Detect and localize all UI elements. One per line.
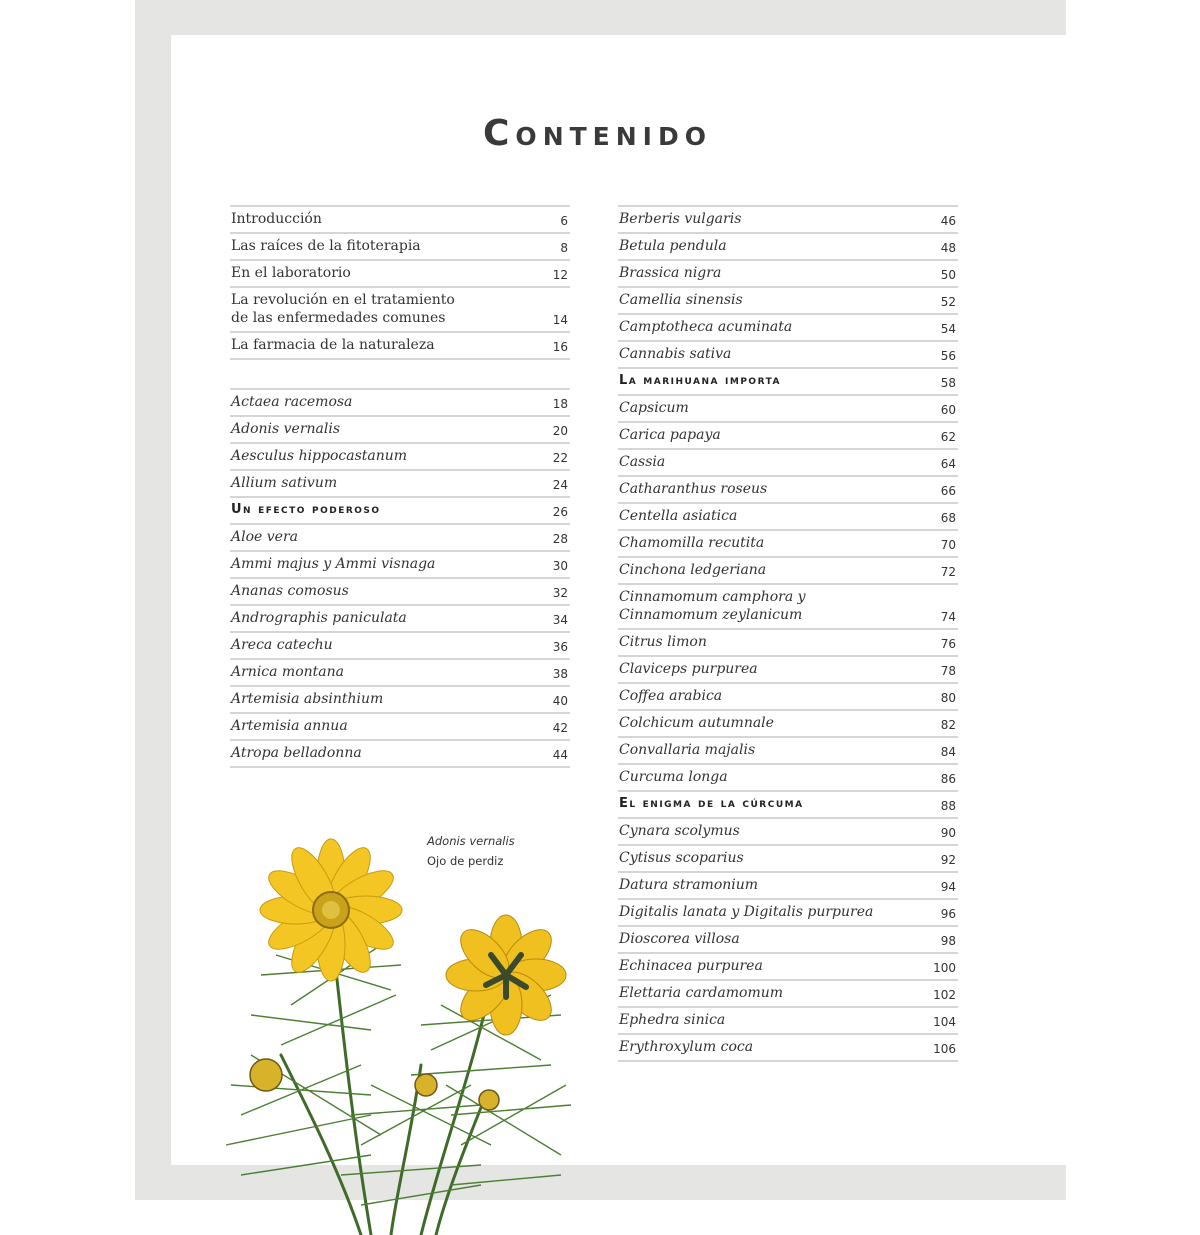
toc-entry[interactable] <box>618 423 958 450</box>
toc-entry[interactable] <box>618 711 958 738</box>
toc-entry[interactable] <box>618 477 958 504</box>
toc-column-right <box>618 205 958 1062</box>
toc-entry[interactable] <box>230 606 570 633</box>
toc-entry[interactable] <box>618 450 958 477</box>
toc-entry[interactable] <box>618 927 958 954</box>
toc-page-number: 72 <box>940 565 956 579</box>
toc-entry[interactable] <box>618 819 958 846</box>
toc-entry[interactable] <box>230 207 570 234</box>
toc-entry-label: Atropa belladonna <box>231 745 362 761</box>
toc-list-right <box>618 205 958 1062</box>
toc-page-number: 22 <box>552 451 568 465</box>
toc-entry-label: Allium sativum <box>231 475 338 491</box>
toc-entry-label: Digitalis lanata y Digitalis purpurea <box>619 904 874 920</box>
toc-page-number: 8 <box>560 241 568 255</box>
toc-entry[interactable] <box>618 288 958 315</box>
toc-page-number: 18 <box>552 397 568 411</box>
toc-entry[interactable] <box>230 333 570 360</box>
toc-entry[interactable] <box>230 261 570 288</box>
toc-page-number: 48 <box>940 241 956 255</box>
toc-page-number: 62 <box>940 430 956 444</box>
toc-page-number: 58 <box>940 376 956 390</box>
toc-entry-label: Echinacea purpurea <box>619 958 763 974</box>
toc-entry[interactable] <box>230 390 570 417</box>
toc-entry[interactable] <box>618 207 958 234</box>
toc-page-number: 28 <box>552 532 568 546</box>
toc-entry-label: Aesculus hippocastanum <box>231 448 408 464</box>
toc-entry-label: Coffea arabica <box>619 688 723 704</box>
toc-entry[interactable] <box>618 900 958 927</box>
toc-entry[interactable] <box>230 552 570 579</box>
toc-entry-label: Cinchona ledgeriana <box>619 562 767 578</box>
toc-entry-label: Capsicum <box>619 400 689 416</box>
toc-entry-label <box>230 384 231 388</box>
toc-page-number: 54 <box>940 322 956 336</box>
toc-entry-label: Berberis vulgaris <box>619 211 742 227</box>
toc-column-left <box>230 205 570 768</box>
toc-entry[interactable] <box>618 504 958 531</box>
toc-entry[interactable] <box>618 234 958 261</box>
toc-entry-label: Cannabis sativa <box>619 346 732 362</box>
toc-entry[interactable] <box>618 531 958 558</box>
toc-entry-label: Introducción <box>231 211 322 227</box>
toc-entry[interactable] <box>230 417 570 444</box>
toc-page-number: 78 <box>940 664 956 678</box>
toc-page-number: 20 <box>552 424 568 438</box>
toc-entry-label: Ephedra sinica <box>619 1012 726 1028</box>
toc-entry[interactable] <box>618 1008 958 1035</box>
toc-page-number: 26 <box>552 505 568 519</box>
toc-page-number: 44 <box>552 748 568 762</box>
toc-entry[interactable] <box>230 741 570 768</box>
toc-page-number: 90 <box>940 826 956 840</box>
toc-entry-label: Ananas comosus <box>231 583 349 599</box>
toc-page-number: 16 <box>552 340 568 354</box>
toc-entry-label: Centella asiatica <box>619 508 738 524</box>
toc-entry[interactable] <box>230 525 570 552</box>
toc-page-number: 38 <box>552 667 568 681</box>
toc-page-number: 30 <box>552 559 568 573</box>
toc-page-number: 82 <box>940 718 956 732</box>
toc-entry[interactable] <box>230 444 570 471</box>
toc-entry-label: Actaea racemosa <box>231 394 353 410</box>
toc-page-number: 12 <box>552 268 568 282</box>
toc-page-number: 102 <box>933 988 956 1002</box>
toc-page-number: 24 <box>552 478 568 492</box>
toc-page-number: 100 <box>933 961 956 975</box>
page-title: Contenido <box>483 113 712 154</box>
toc-entry-label: El enigma de la cúrcuma <box>619 796 804 811</box>
toc-entry[interactable] <box>618 342 958 369</box>
toc-entry[interactable] <box>618 585 958 630</box>
toc-page-number: 50 <box>940 268 956 282</box>
toc-entry-label: Colchicum autumnale <box>619 715 774 731</box>
toc-entry-label: Cinnamomum camphora y Cinnamomum zeylanicum <box>619 589 806 623</box>
toc-entry[interactable] <box>230 471 570 498</box>
toc-section-heading[interactable] <box>618 792 958 819</box>
toc-entry[interactable] <box>618 738 958 765</box>
toc-entry[interactable] <box>230 633 570 660</box>
toc-entry[interactable] <box>230 687 570 714</box>
toc-entry[interactable] <box>230 579 570 606</box>
toc-page-number: 14 <box>552 313 568 327</box>
toc-entry-label: Erythroxylum coca <box>619 1039 754 1055</box>
toc-entry-label: La marihuana importa <box>619 373 782 388</box>
toc-entry-label: Arnica montana <box>231 664 344 680</box>
toc-page-number: 74 <box>940 610 956 624</box>
toc-entry-label: La revolución en el tratamiento de las enfermedades comunes <box>231 292 455 326</box>
toc-entry[interactable] <box>230 288 570 333</box>
toc-entry-label: Cytisus scoparius <box>619 850 744 866</box>
toc-page-number: 68 <box>940 511 956 525</box>
toc-entry-label: En el laboratorio <box>231 265 351 281</box>
toc-entry-label: Camptotheca acuminata <box>619 319 793 335</box>
toc-spacer <box>230 360 570 390</box>
toc-page-number <box>568 384 570 388</box>
toc-entry[interactable] <box>230 234 570 261</box>
toc-page-number: 106 <box>933 1042 956 1056</box>
toc-list-left <box>230 205 570 768</box>
toc-page-number: 64 <box>940 457 956 471</box>
toc-section-heading[interactable] <box>618 369 958 396</box>
toc-entry-label: Catharanthus roseus <box>619 481 768 497</box>
toc-entry-label: Convallaria majalis <box>619 742 756 758</box>
toc-entry-label: Camellia sinensis <box>619 292 743 308</box>
toc-entry[interactable] <box>618 954 958 981</box>
toc-page-number: 70 <box>940 538 956 552</box>
toc-entry-label: Carica papaya <box>619 427 721 443</box>
toc-entry-label: Cassia <box>619 454 666 470</box>
toc-page-number: 42 <box>552 721 568 735</box>
toc-entry-label: Elettaria cardamomum <box>619 985 784 1001</box>
toc-entry-label: Dioscorea villosa <box>619 931 740 947</box>
toc-entry-label: Ammi majus y Ammi visnaga <box>231 556 436 572</box>
toc-page-number: 88 <box>940 799 956 813</box>
toc-entry[interactable] <box>618 261 958 288</box>
toc-page-number: 46 <box>940 214 956 228</box>
toc-entry-label: Artemisia absinthium <box>231 691 384 707</box>
toc-entry-label: La farmacia de la naturaleza <box>231 337 435 353</box>
toc-entry-label: Un efecto poderoso <box>231 502 381 517</box>
toc-page-number: 52 <box>940 295 956 309</box>
book-page <box>171 35 1066 1165</box>
toc-entry-label: Las raíces de la fitoterapia <box>231 238 421 254</box>
toc-entry[interactable] <box>618 558 958 585</box>
toc-entry-label: Areca catechu <box>231 637 333 653</box>
toc-page-number: 32 <box>552 586 568 600</box>
toc-entry-label: Aloe vera <box>231 529 298 545</box>
toc-entry-label: Brassica nigra <box>619 265 722 281</box>
toc-page-number: 34 <box>552 613 568 627</box>
toc-entry[interactable] <box>618 630 958 657</box>
adonis-vernalis-flower-icon <box>221 815 591 1235</box>
toc-entry-label: Cynara scolymus <box>619 823 740 839</box>
toc-entry[interactable] <box>618 846 958 873</box>
toc-entry[interactable] <box>618 396 958 423</box>
toc-entry-label: Artemisia annua <box>231 718 348 734</box>
toc-entry[interactable] <box>618 315 958 342</box>
caption-common-name: Ojo de perdiz <box>427 854 504 868</box>
toc-page-number: 104 <box>933 1015 956 1029</box>
toc-entry[interactable] <box>618 1035 958 1062</box>
toc-page-number: 6 <box>560 214 568 228</box>
toc-page-number: 84 <box>940 745 956 759</box>
toc-entry[interactable] <box>618 873 958 900</box>
toc-page-number: 60 <box>940 403 956 417</box>
toc-entry-label: Adonis vernalis <box>231 421 341 437</box>
toc-entry-label: Claviceps purpurea <box>619 661 758 677</box>
toc-page-number: 36 <box>552 640 568 654</box>
toc-page-number: 56 <box>940 349 956 363</box>
toc-page-number: 92 <box>940 853 956 867</box>
toc-page-number: 86 <box>940 772 956 786</box>
toc-page-number: 94 <box>940 880 956 894</box>
toc-page-number: 96 <box>940 907 956 921</box>
toc-entry[interactable] <box>618 684 958 711</box>
toc-entry-label: Curcuma longa <box>619 769 728 785</box>
caption-latin-name: Adonis vernalis <box>427 834 515 848</box>
toc-page-number: 98 <box>940 934 956 948</box>
toc-entry[interactable] <box>618 765 958 792</box>
toc-entry-label: Citrus limon <box>619 634 707 650</box>
toc-page-number: 76 <box>940 637 956 651</box>
toc-entry[interactable] <box>618 981 958 1008</box>
toc-section-heading[interactable] <box>230 498 570 525</box>
toc-entry-label: Betula pendula <box>619 238 727 254</box>
toc-entry[interactable] <box>230 714 570 741</box>
toc-page-number: 40 <box>552 694 568 708</box>
toc-entry-label: Andrographis paniculata <box>231 610 407 626</box>
toc-page-number: 66 <box>940 484 956 498</box>
flower-head-main <box>260 839 402 981</box>
toc-page-number: 80 <box>940 691 956 705</box>
flower-head-side <box>446 915 566 1035</box>
toc-entry-label: Datura stramonium <box>619 877 759 893</box>
toc-entry[interactable] <box>618 657 958 684</box>
toc-entry-label: Chamomilla recutita <box>619 535 765 551</box>
toc-entry[interactable] <box>230 660 570 687</box>
